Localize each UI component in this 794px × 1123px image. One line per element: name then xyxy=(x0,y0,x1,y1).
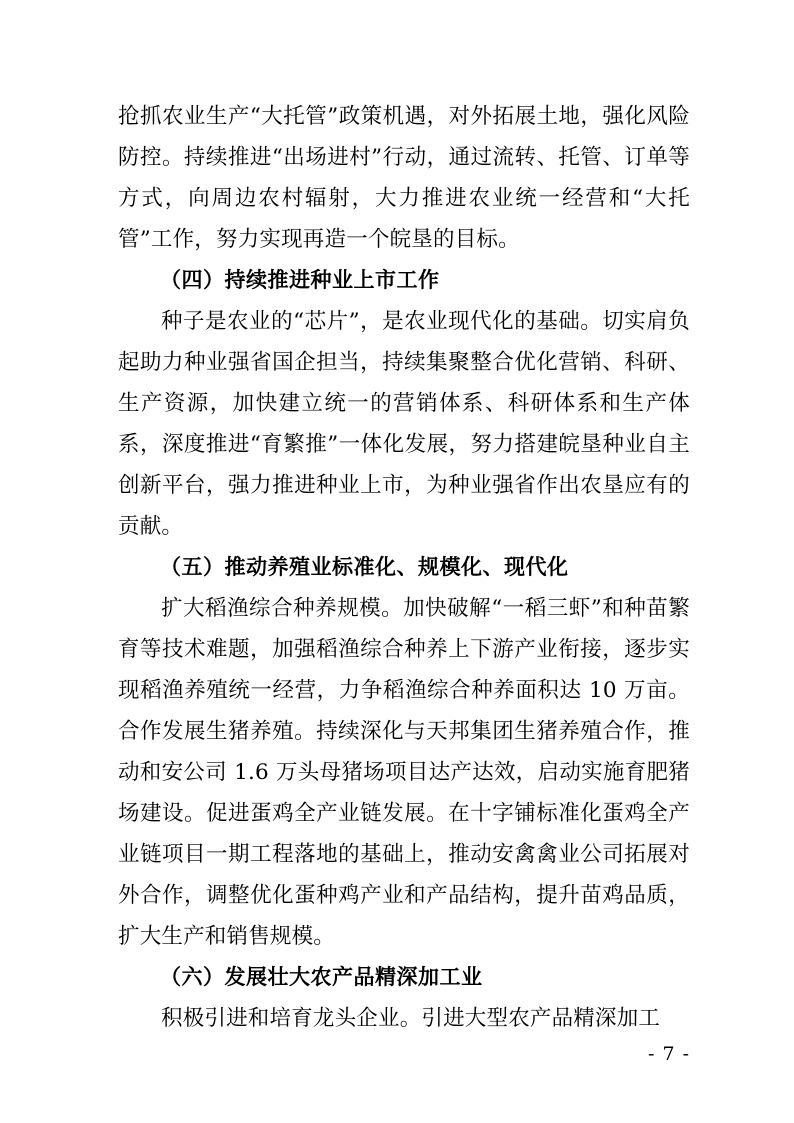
document-body xyxy=(118,96,690,1039)
paragraph-continued: 抢抓农业生产“大托管”政策机遇，对外拓展土地，强化风险防控。持续推进“出场进村”行动，通过流转、托管、订单等方式，向周边农村辐射，大力推进农业统一经营和“大托管”工作，努力实现再造一个皖垦的目标。 xyxy=(118,104,690,252)
section-heading-six: （六）发展壮大农产品精深加工业 xyxy=(160,965,483,989)
paragraph-breeding-industry: 扩大稻渔综合种养规模。加快破解“一稻三虾”和种苗繁育等技术难题，加强稻渔综合种养上下游产业衔接，逐步实现稻渔养殖统一经营，力争稻渔综合种养面积达 10 万亩。合作发展生猪养殖。持续深化与天邦集团生猪养殖合作，推动和安公司 1.6 万头母猪场项目达产达效，启动实施育肥猪场建设。促进蛋鸡全产业链发展。在十字铺标准化蛋鸡全产业链项目一期工程落地的基础上，推动安禽禽业公司拓展对外合作，调整优化蛋种鸡产业和产品结构，提升苗鸡品质，扩大生产和销售规模。 xyxy=(118,596,690,949)
paragraph-seed-industry: 种子是农业的“芯片”，是农业现代化的基础。切实肩负起助力种业强省国企担当，持续集聚整合优化营销、科研、生产资源，加快建立统一的营销体系、科研体系和生产体系，深度推进“育繁推”一体化发展，努力搭建皖垦种业自主创新平台，强力推进种业上市，为种业强省作出农垦应有的贡献。 xyxy=(118,309,690,539)
section-heading-five: （五）推动养殖业标准化、规模化、现代化 xyxy=(160,555,569,579)
section-heading-four: （四）持续推进种业上市工作 xyxy=(160,268,440,292)
paragraph-processing-industry: 积极引进和培育龙头企业。引进大型农产品精深加工 xyxy=(161,1006,661,1031)
page-number: - 7 - xyxy=(647,1043,690,1065)
